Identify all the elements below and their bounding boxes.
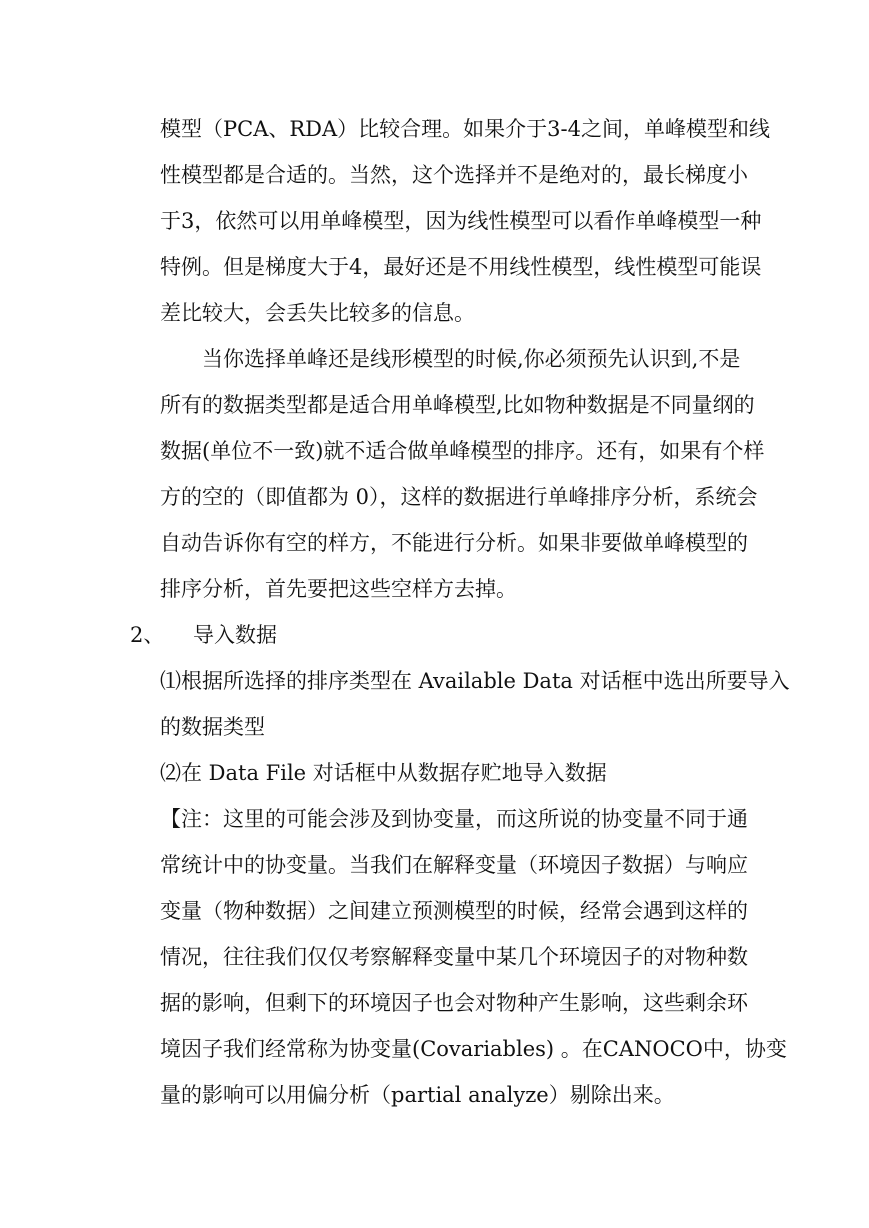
note-line-7: 量的影响可以用偏分析（partial analyze）剔除出来。 (160, 1083, 675, 1107)
section-title: 导入数据 (193, 623, 277, 647)
paragraph-2-line-1: 当你选择单峰还是线形模型的时候,你必须预先认识到,不是 (202, 347, 741, 371)
paragraph-1-line-1: 模型（PCA、RDA）比较合理。如果介于3-4之间，单峰模型和线 (160, 117, 770, 141)
section-number: 2、 (130, 623, 165, 647)
note-line-3: 变量（物种数据）之间建立预测模型的时候，经常会遇到这样的 (160, 899, 748, 923)
paragraph-1-line-5: 差比较大，会丢失比较多的信息。 (160, 301, 475, 325)
note-line-6: 境因子我们经常称为协变量(Covariables) 。在CANOCO中，协变 (160, 1037, 787, 1061)
paragraph-1-line-2: 性模型都是合适的。当然，这个选择并不是绝对的，最长梯度小 (160, 163, 748, 187)
paragraph-1-line-4: 特例。但是梯度大于4，最好还是不用线性模型，线性模型可能误 (160, 255, 762, 279)
paragraph-2-line-6: 排序分析，首先要把这些空样方去掉。 (160, 577, 517, 601)
step-1-line-2: 的数据类型 (160, 715, 265, 739)
paragraph-2-line-3: 数据(单位不一致)就不适合做单峰模型的排序。还有，如果有个样 (160, 439, 765, 463)
note-line-4: 情况，往往我们仅仅考察解释变量中某几个环境因子的对物种数 (160, 945, 748, 969)
note-line-1: 【注：这里的可能会涉及到协变量，而这所说的协变量不同于通 (160, 807, 748, 831)
paragraph-2-line-5: 自动告诉你有空的样方，不能进行分析。如果非要做单峰模型的 (160, 531, 748, 555)
note-line-2: 常统计中的协变量。当我们在解释变量（环境因子数据）与响应 (160, 853, 748, 877)
step-2-line-1: ⑵在 Data File 对话框中从数据存贮地导入数据 (160, 761, 607, 785)
note-line-5: 据的影响，但剩下的环境因子也会对物种产生影响，这些剩余环 (160, 991, 748, 1015)
paragraph-1-line-3: 于3，依然可以用单峰模型，因为线性模型可以看作单峰模型一种 (160, 209, 762, 233)
paragraph-2-line-2: 所有的数据类型都是适合用单峰模型,比如物种数据是不同量纲的 (160, 393, 755, 417)
step-1-line-1: ⑴根据所选择的排序类型在 Available Data 对话框中选出所要导入 (160, 669, 790, 693)
paragraph-2-line-4: 方的空的（即值都为 0），这样的数据进行单峰排序分析，系统会 (160, 485, 758, 509)
